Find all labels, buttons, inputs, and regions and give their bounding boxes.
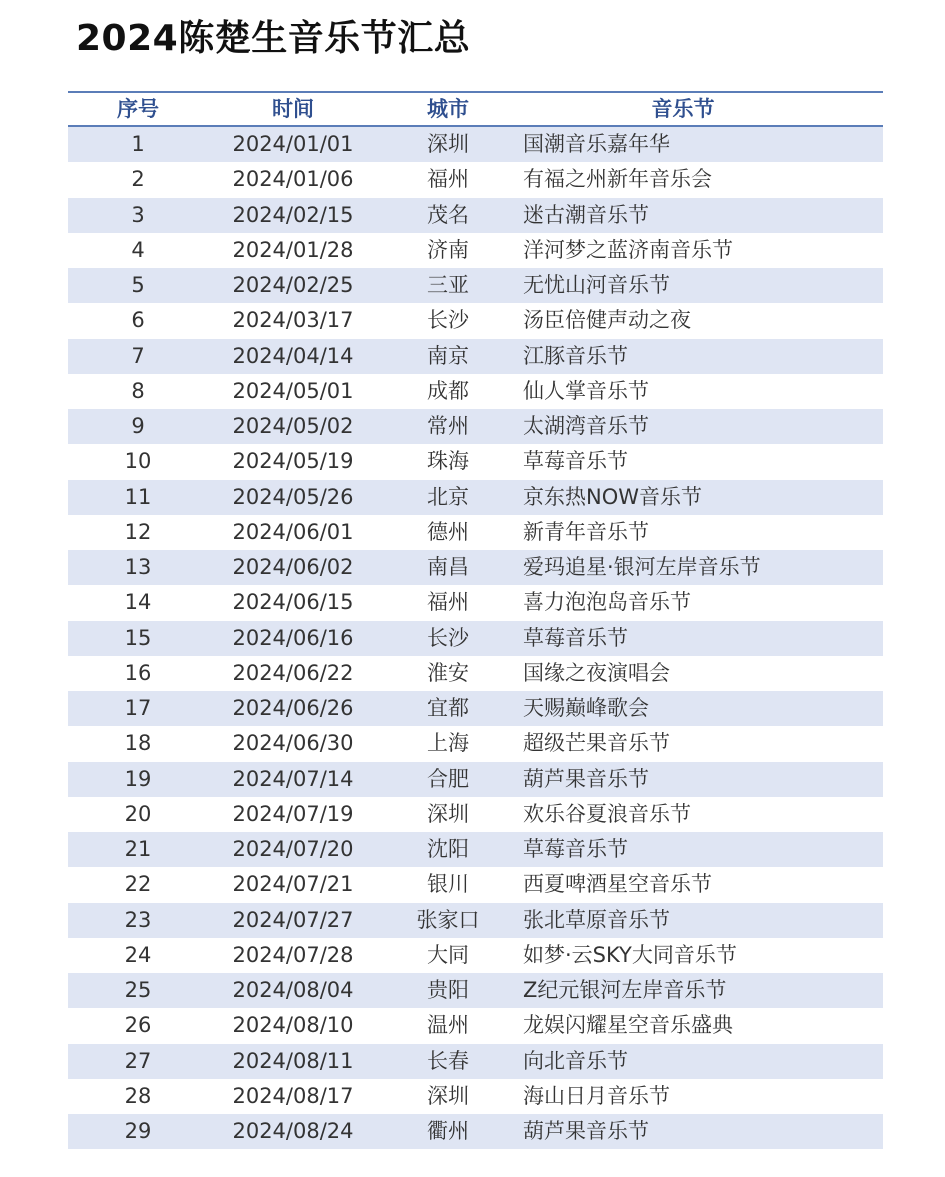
row-date: 2024/06/22 <box>232 660 354 685</box>
table-row <box>68 797 883 832</box>
row-date: 2024/06/16 <box>232 625 354 650</box>
row-date: 2024/07/21 <box>232 872 354 897</box>
table-row <box>68 621 883 656</box>
header-date: 时间 <box>272 97 314 121</box>
table-row <box>68 832 883 867</box>
row-index: 23 <box>124 907 152 932</box>
row-city: 合肥 <box>427 766 469 791</box>
row-festival: 仙人掌音乐节 <box>523 378 649 403</box>
row-date: 2024/07/14 <box>232 766 354 791</box>
row-index: 24 <box>124 942 152 967</box>
row-date: 2024/07/28 <box>232 942 354 967</box>
row-festival: 向北音乐节 <box>523 1048 628 1073</box>
row-index: 14 <box>124 590 152 615</box>
row-city: 长沙 <box>427 625 469 650</box>
row-index: 7 <box>131 343 145 368</box>
table-body <box>68 127 883 1149</box>
row-festival: 江豚音乐节 <box>523 343 628 368</box>
row-index: 1 <box>131 132 145 156</box>
row-index: 4 <box>131 237 145 262</box>
row-festival: 国缘之夜演唱会 <box>523 660 670 685</box>
row-city: 深圳 <box>427 801 469 826</box>
row-festival: 洋河梦之蓝济南音乐节 <box>523 237 733 262</box>
row-city: 南京 <box>427 343 469 368</box>
row-date: 2024/04/14 <box>232 343 354 368</box>
row-festival: 喜力泡泡岛音乐节 <box>523 590 691 615</box>
table-row <box>68 973 883 1008</box>
row-index: 18 <box>124 731 152 756</box>
row-date: 2024/05/26 <box>232 484 354 509</box>
row-date: 2024/07/20 <box>232 837 354 861</box>
table-row <box>68 1079 883 1114</box>
row-date: 2024/08/10 <box>232 1013 354 1038</box>
table-row <box>68 198 883 233</box>
row-festival: 太湖湾音乐节 <box>523 414 649 438</box>
table-row <box>68 339 883 374</box>
row-index: 25 <box>124 978 152 1002</box>
row-city: 深圳 <box>427 1083 469 1108</box>
row-festival: 张北草原音乐节 <box>523 907 670 932</box>
row-index: 2 <box>131 167 145 192</box>
row-festival: Z纪元银河左岸音乐节 <box>523 978 727 1002</box>
row-index: 19 <box>124 766 152 791</box>
row-city: 南昌 <box>427 555 469 579</box>
row-index: 17 <box>124 696 152 720</box>
table-row <box>68 303 883 338</box>
row-index: 6 <box>131 308 145 333</box>
row-date: 2024/02/15 <box>232 202 354 227</box>
row-city: 银川 <box>427 872 469 897</box>
table-row <box>68 480 883 515</box>
row-festival: 葫芦果音乐节 <box>523 766 649 791</box>
row-index: 8 <box>131 378 145 403</box>
table-row <box>68 374 883 409</box>
row-city: 深圳 <box>427 132 469 156</box>
row-festival: 超级芒果音乐节 <box>523 731 670 756</box>
header-festival: 音乐节 <box>651 97 715 121</box>
table-row <box>68 938 883 973</box>
row-festival: 龙娱闪耀星空音乐盛典 <box>523 1013 733 1038</box>
row-city: 衢州 <box>427 1119 469 1143</box>
row-date: 2024/05/02 <box>232 414 354 438</box>
row-index: 26 <box>124 1013 152 1038</box>
row-city: 沈阳 <box>427 837 469 861</box>
row-city: 上海 <box>427 731 469 756</box>
table-row <box>68 726 883 761</box>
table-row <box>68 903 883 938</box>
row-city: 淮安 <box>427 660 469 685</box>
table-row <box>68 1114 883 1149</box>
table-header <box>68 91 883 127</box>
row-city: 北京 <box>427 484 469 509</box>
row-date: 2024/01/28 <box>232 237 354 262</box>
row-date: 2024/08/11 <box>232 1048 354 1073</box>
row-festival: 海山日月音乐节 <box>523 1083 670 1108</box>
row-city: 宜都 <box>427 696 469 720</box>
row-city: 大同 <box>427 942 469 967</box>
row-index: 13 <box>124 555 152 579</box>
row-city: 常州 <box>427 414 469 438</box>
row-index: 3 <box>131 202 145 227</box>
row-index: 29 <box>124 1119 152 1143</box>
row-city: 茂名 <box>427 202 469 227</box>
table-row <box>68 1008 883 1043</box>
row-date: 2024/06/30 <box>232 731 354 756</box>
row-index: 11 <box>124 484 152 509</box>
row-index: 10 <box>124 449 152 474</box>
row-festival: 草莓音乐节 <box>523 625 628 650</box>
row-index: 22 <box>124 872 152 897</box>
row-city: 成都 <box>427 378 469 403</box>
table-row <box>68 1044 883 1079</box>
row-date: 2024/08/17 <box>232 1083 354 1108</box>
row-index: 28 <box>124 1083 152 1108</box>
row-date: 2024/07/27 <box>232 907 354 932</box>
row-city: 德州 <box>427 519 469 544</box>
row-date: 2024/06/02 <box>232 555 354 579</box>
row-festival: 天赐巅峰歌会 <box>523 696 649 720</box>
row-index: 9 <box>131 414 145 438</box>
table-row <box>68 515 883 550</box>
row-index: 20 <box>124 801 152 826</box>
row-index: 27 <box>124 1048 152 1073</box>
table-row <box>68 691 883 726</box>
table-row <box>68 585 883 620</box>
row-date: 2024/08/24 <box>232 1119 354 1143</box>
table-row <box>68 762 883 797</box>
table-row <box>68 127 883 162</box>
row-index: 5 <box>131 273 145 297</box>
row-festival: 草莓音乐节 <box>523 449 628 474</box>
table-row <box>68 162 883 197</box>
table-row <box>68 550 883 585</box>
table-row <box>68 409 883 444</box>
table-row <box>68 444 883 479</box>
row-festival: 葫芦果音乐节 <box>523 1119 649 1143</box>
row-index: 15 <box>124 625 152 650</box>
row-city: 长春 <box>427 1048 469 1073</box>
table-row <box>68 867 883 902</box>
row-city: 济南 <box>427 237 469 262</box>
row-festival: 西夏啤酒星空音乐节 <box>523 872 712 897</box>
row-festival: 爱玛追星·银河左岸音乐节 <box>523 555 761 579</box>
table-row <box>68 656 883 691</box>
row-index: 16 <box>124 660 152 685</box>
row-festival: 欢乐谷夏浪音乐节 <box>523 801 691 826</box>
row-festival: 无忧山河音乐节 <box>523 273 670 297</box>
row-date: 2024/06/26 <box>232 696 354 720</box>
row-date: 2024/08/04 <box>232 978 354 1002</box>
row-festival: 有福之州新年音乐会 <box>523 167 712 192</box>
row-date: 2024/06/01 <box>232 519 354 544</box>
row-city: 张家口 <box>416 907 480 932</box>
row-city: 温州 <box>427 1013 469 1038</box>
row-festival: 京东热NOW音乐节 <box>523 484 703 509</box>
row-festival: 汤臣倍健声动之夜 <box>523 308 691 333</box>
header-city: 城市 <box>427 97 469 121</box>
page-title: 2024陈楚生音乐节汇总 <box>76 18 471 59</box>
header-index: 序号 <box>117 97 159 121</box>
row-city: 三亚 <box>427 273 469 297</box>
row-city: 珠海 <box>427 449 469 474</box>
row-date: 2024/05/01 <box>232 378 354 403</box>
row-city: 贵阳 <box>427 978 469 1002</box>
row-date: 2024/01/01 <box>232 132 354 156</box>
row-festival: 草莓音乐节 <box>523 837 628 861</box>
row-city: 福州 <box>427 167 469 192</box>
row-date: 2024/06/15 <box>232 590 354 615</box>
row-date: 2024/07/19 <box>232 801 354 826</box>
row-festival: 迷古潮音乐节 <box>523 202 649 227</box>
row-date: 2024/01/06 <box>232 167 354 192</box>
festival-table <box>68 91 883 1149</box>
row-date: 2024/05/19 <box>232 449 354 474</box>
table-row <box>68 268 883 303</box>
row-city: 福州 <box>427 590 469 615</box>
row-date: 2024/02/25 <box>232 273 354 297</box>
table-row <box>68 233 883 268</box>
row-festival: 国潮音乐嘉年华 <box>523 132 670 156</box>
row-date: 2024/03/17 <box>232 308 354 333</box>
row-city: 长沙 <box>427 308 469 333</box>
row-festival: 如梦·云SKY大同音乐节 <box>523 942 737 967</box>
row-index: 21 <box>124 837 152 861</box>
row-index: 12 <box>124 519 152 544</box>
row-festival: 新青年音乐节 <box>523 519 649 544</box>
